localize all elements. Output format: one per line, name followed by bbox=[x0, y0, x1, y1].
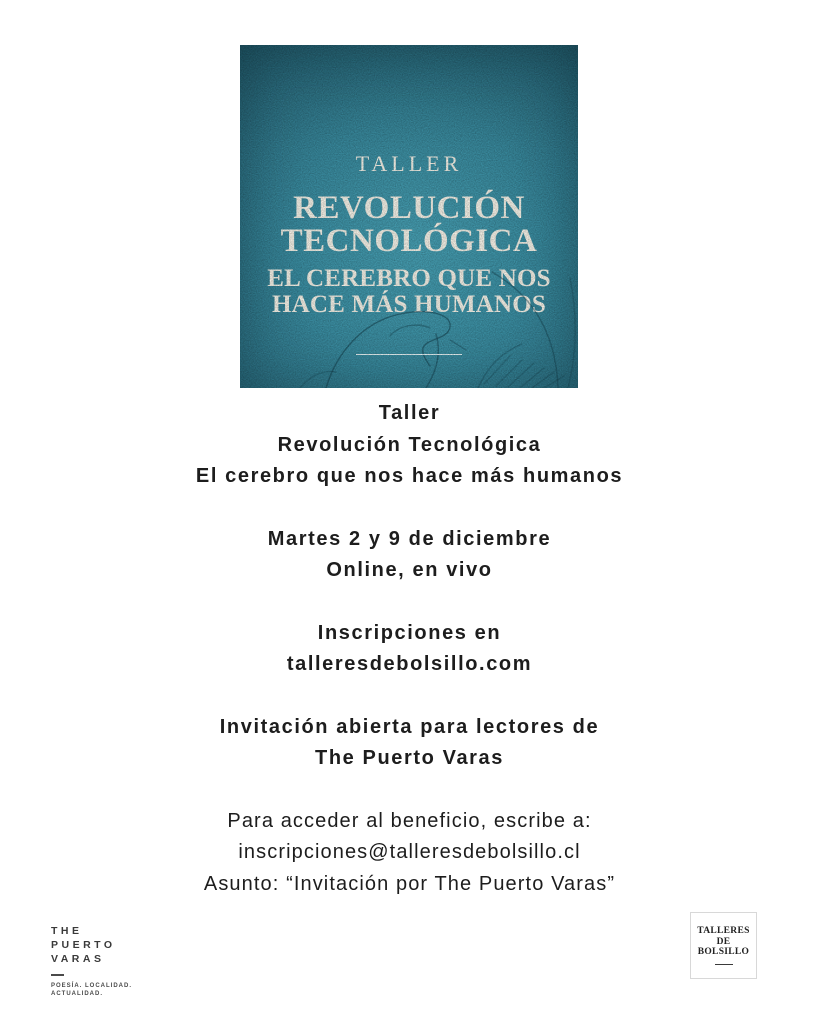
body-line: Asunto: “Invitación por The Puerto Varas” bbox=[203, 872, 616, 895]
tagline-line: ACTUALIDAD. bbox=[51, 991, 103, 997]
the-puerto-varas-wordmark bbox=[51, 924, 132, 966]
logo-line: TALLERES bbox=[697, 926, 750, 937]
cover-title-line: REVOLUCIÓN bbox=[293, 190, 525, 226]
pencil-sketch-illustration bbox=[240, 270, 578, 388]
cover-divider-line bbox=[356, 354, 462, 355]
logo-dash-divider bbox=[51, 974, 64, 976]
body-line: Martes 2 y 9 de diciembre bbox=[267, 527, 552, 550]
paragraph-dates bbox=[0, 524, 819, 587]
body-line: Online, en vivo bbox=[326, 559, 493, 581]
logo-tagline bbox=[51, 982, 132, 998]
paragraph-inscriptions bbox=[0, 618, 819, 681]
logo-line: BOLSILLO bbox=[697, 947, 750, 958]
email-address: inscripciones@talleresdebolsillo.cl bbox=[238, 841, 581, 863]
cover-subtitle-line: HACE MÁS HUMANOS bbox=[271, 291, 547, 318]
body-line: Para acceder al beneficio, escribe a: bbox=[227, 809, 592, 832]
tagline-line: POESÍA. LOCALIDAD. bbox=[51, 983, 133, 989]
body-line: The Puerto Varas bbox=[315, 747, 504, 769]
body-line: Invitación abierta para lectores de bbox=[219, 715, 600, 738]
body-line: Revolución Tecnológica bbox=[277, 433, 542, 456]
paragraph-invitation bbox=[0, 712, 819, 775]
cover-image bbox=[240, 45, 578, 388]
cover-title-line: TECNOLÓGICA bbox=[280, 223, 538, 259]
paragraph-benefit bbox=[0, 806, 819, 901]
cover-subtitle-line: EL CEREBRO QUE NOS bbox=[267, 265, 551, 292]
cover-kicker: TALLER bbox=[355, 151, 463, 176]
the-puerto-varas-logo bbox=[51, 924, 132, 998]
body-text bbox=[0, 398, 819, 931]
talleres-de-bolsillo-logo bbox=[690, 912, 757, 979]
logo-line: DE bbox=[716, 936, 731, 947]
body-line: El cerebro que nos hace más humanos bbox=[195, 465, 624, 487]
cover-title bbox=[240, 192, 578, 258]
website-url: talleresdebolsillo.com bbox=[286, 653, 533, 675]
body-line: Inscripciones en bbox=[317, 621, 502, 644]
body-line: Taller bbox=[378, 402, 441, 424]
logo-line: PUERTO bbox=[51, 939, 116, 951]
logo-underline bbox=[715, 964, 733, 965]
logo-line: THE bbox=[51, 925, 83, 937]
paragraph-title bbox=[0, 398, 819, 493]
logo-line: VARAS bbox=[51, 953, 105, 965]
